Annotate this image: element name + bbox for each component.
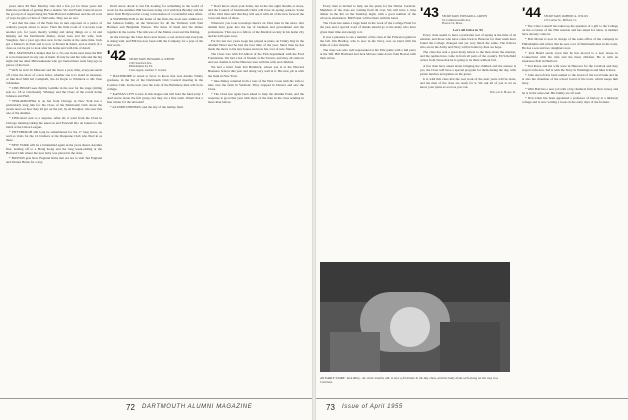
paragraph: BILL MANWAELL makes that for a. No one in the next issue the Bill is to be interested in any one of them. If only he and his wife and the big eight and ten other Milwaukeeans who got buried there went long ago as pieces of the best. [6,51,102,68]
paragraph: * Whit Ball has a new job with a big chemical firm in New Jersey and he is in the sales end. His family are all well. [522,86,618,95]
paragraph: * Don Clark has been appointed a professor of history at a midwest college and is now writing a book on the early days of the frontier. [522,95,618,104]
secretary-address: 125 Center St., Milford, Ct. [543,17,578,22]
secretary-city: Philadelphia 44, Pa. [128,64,153,69]
secretary-city: Boston 14, Mass. [441,21,463,26]
paragraph: * Jack Heald sends word that he has moved to a new house in Connecticut with his wife and the three children. He is with an insurance firm in Hartford. [522,50,618,63]
secretary-name: SECRETARY, ROBERT A. WILLIS [543,14,589,18]
paragraph: * BALTIMORE is noted to favor to know that Gus Adams Trinity graduate, in the list of the Dartmouth Club Council meeting in the Cosmos Club. In the next year the sons of the Baltimore men will be in college. [107,74,203,91]
paragraph: A few men have asked about bringing the children and the answer is yes, the Class will have a special program for them during the day, with picnic lunches and games on the green. [420,63,516,76]
paragraph: * Jake Dailey returned from a tour of the West Coast with his wife to take over the farm in Vermont. They stopped in Denver and saw the Class. [208,78,304,91]
secretary-address: 1165 Stanford Ave. [128,60,152,65]
paragraph: * KANSAS CITY is new in this league and will hold the fund early. I don't know about the full group, but they are a fine team. Wasn't that a fine winter for the ski team? [107,91,203,104]
left-page [0,0,312,420]
baby-photo [320,262,510,372]
paragraph: * Ted Rowe and his wife were in Hanover for the Carnival and they stayed at the Inn. Ted is with the Navy in Washington and likes it there. [522,64,618,73]
paragraph: * PITTSBURGH still long be remembered for the 17 long hours, as well as visits for the 14 brothers at the Duquesne Club who filed in as three. [6,129,102,142]
paragraph: * PHILADELPHIA is on but from Chicago in New York has a particularly long talk for the Class of the Dartmouth Club about the recent news on how they all got on the job, by Al Douglas, who saw this one of the Alumni. [6,99,102,116]
class-year: '42 [107,46,126,63]
paragraph: * The Class has again been asked to help the Alumni Fund, and the response is good this year with most of the men in the class sending in more than before. [208,91,304,105]
paragraph: * Bob Moran is now in charge of the sales office of the company in Philadelphia and writes that he sees a lot of Dartmouth men in his work. He has a son and two daughters now. [522,37,618,50]
paragraph: * BOSTON gets New England firms that are tax to visit Ted England and Warner Burns for a day. [6,156,102,165]
paragraph: We had a letter from Ted Hendrick, whose son is at the Harvard Business School this year and doing very well at it. His new job is with the bank in New York. [208,65,304,78]
secretary-name: SECRETARY, HOWARD A. KEENE [128,56,175,61]
paragraph: At the Chicago the Class had a new house, a son arrived and everyone is doing well, and Bill has now been with the Company for a year of the best work. [107,34,203,47]
class-secretary-info [129,58,174,72]
paragraph: * CHICAGO sent to a surprise. After all, it went from the Class in Chicago meeting taking the usual on and Farewell Rio de Janeiro to the lunch at the Union League. [6,116,102,129]
paragraph: For the last two years Gage has played at piano on Trinity Day in the Alumni Hotel and he had the best time of the year. Since then he has made the move to his new house and now has a lot of new friends. [208,38,304,51]
paragraph: * ALUMNI DINNERS: and the day of the Ashley farm. [110,104,184,109]
paragraph: It is with this class that the real work of the next years will be done, and the men of the class are ready for it. We ask all of you to let us know your plans as soon as you can. [420,76,516,89]
paragraph: Every man is invited to help out the plans for the Winter Carnival. Members of the class are coming from all over. We will have a class dinner in the Inn on the Saturday night, with a good number of the wives in attendance. Bill Foster will be there with his band. [320,4,416,21]
right-page-footer [316,398,628,413]
paragraph: The Class was with Ed Abbott of the Fish department with the Ford Foundation. We had a list of friends at the Tavern, and they all came in and out. Kathie is in the Hanover area with his wife and children. [208,52,304,65]
class-secretary-info [442,15,487,26]
paragraph: Don't know about it, but I'm looking for something in the world of work for the summer. Bill has been doing a lot with that Bradley and his letter from Hollywood in a long conversation of a wonderful sales affair. [107,4,203,17]
paragraph: * CINCINNATI sees Jimmy Gamble in the rear for the stage (sitting seat no. 18 at Cincinnati). Whitney and the Class of the recent home Johnson and Hall. [6,85,102,98]
paragraph: * NEW YORK will be a bridesmaid again in the years ahead. Another first, leading off to a Hong Kong and the long week-ending at the Harvard Club where the new baby was placed in the class. [6,143,102,156]
left-column-2 [107,4,203,390]
signature: William S. Baker Jr. [489,90,516,95]
paragraph: The Class has taken a large hand in the work of the College Fund for the year and a special word of thanks should go to the many who have given their time and energy to it. [320,21,416,34]
left-column-1 [6,4,102,390]
paragraph: A WASHINGTON in the home of the firm, the local new addition to the Johnson family. At the Westover for all the Vermont with Tom Harmon and Benjamin Watson. The three of them had the dinner together in the rooms. The talk was of the Maine coast and the fishing. [107,17,203,34]
class-heading-44 [522,6,618,22]
paragraph: Every class seems to have a particular sort of spring at the time of its reunion, and those who have come back to Hanover for their tenth have found the College changed and yet very much the same. The fellows who are in the Army and Navy will be home by then we hope. [420,32,516,50]
paragraph: * The Class Council has taken up the question of a gift to the College on the occasion of the 25th reunion and has asked for ideas. A number have already come in. [522,24,618,37]
paragraph: It was a pleasure to see a number of the class at the Princeton game in the fall. Jim Bradley, who is now in the Navy, was on hand with his bride of a few months. [320,34,416,47]
secretary-address: 34 Commonwealth Ave. [441,17,471,22]
class-agent: Class Agent, Andrew T. Garner [128,67,167,72]
right-page [316,0,628,420]
left-page-footer [0,398,312,413]
class-secretary-info [544,15,588,22]
secretary-name: SECRETARY, EDWARD A. GREEN [441,14,488,18]
paragraph: The class was also well represented at the Yale game with a full party at the Taft. Bill Haviland and Jack McGee came down from Boston with their wives. [320,47,416,61]
page-number: 72 [126,403,135,412]
right-column-3 [522,4,618,390]
paragraph: The class has sent a great many letters to the men about the reunion, and the replies have come in from all parts of the country. Ed Schofield writes from Texas that he is going to be there without fail. [420,50,516,63]
paragraph: * We'll be in it! In Missouri and the twice a year, time, everyone sends off a line the show of a new letter, whether one is to stand as treasurer, or like Rod Mill Gil Campbell, the Al Doyle to Whitlock to Mr. Pete Schlenker. [6,68,102,85]
magazine-title: DARTMOUTH ALUMNI MAGAZINE [142,404,253,410]
class-heading-42 [107,46,203,72]
class-heading-43 [420,6,516,26]
paragraph: * and that the state of the Fenn has in turn exported as a parlor of ordinary people about to leave. Then the little room of Corcoran took another job, for years mostly writing and doing things on a 14 and helping out the Dartmouth dinner, about Jean and his wife. Jack Vaughan. Just a year ago that, new in the rooms at the same time. Jack got a Master's in Paul and is now at Dorant & Klein, and as much of a class as can be got to look after his home and with bits of detail. [6,21,102,50]
subheading: Let's All Strive in '55 [453,27,483,32]
paragraph: Wherever you look nowadays there's an 1941 man in the news. Our alumni have gone into the top of business and government and the professions. That one is a fellow of the Medical society in his home city and he will open soon. [208,21,304,38]
left-column-3 [208,4,304,390]
paragraph: years since Ed Bart Mortley who did a few jot for three years but finds the problem of getting Bart a dentist. Vic and Frank Cantroll are in the good job of supervising the Yale-Harvard exhibition and the all sorts of ways he gets a Class of 1942 ends. They see no rest. [6,4,102,21]
class-year: '44 [522,4,541,20]
photo-caption: AN EARLY START: Jack Riley, '42, three months old, is now a freshman in the day class, and the baby looks well along on the way to a Carnival. [320,376,499,385]
paragraph: * John Ascroft has been named to the board of the local bank and he is also the chairman of the school board of his town, which keeps him busy. [522,73,618,86]
paragraph: * Don't know about your home, but in the last eight months or more, and the Council of Dartmouth Clubs will have its spring session. Some of the 1941 men said that they will see it with all of the new faces in the town and most of those. [208,4,304,21]
issue-date: Issue of April 1955 [342,404,403,410]
page-number: 73 [326,403,335,412]
class-year: '43 [420,4,439,20]
